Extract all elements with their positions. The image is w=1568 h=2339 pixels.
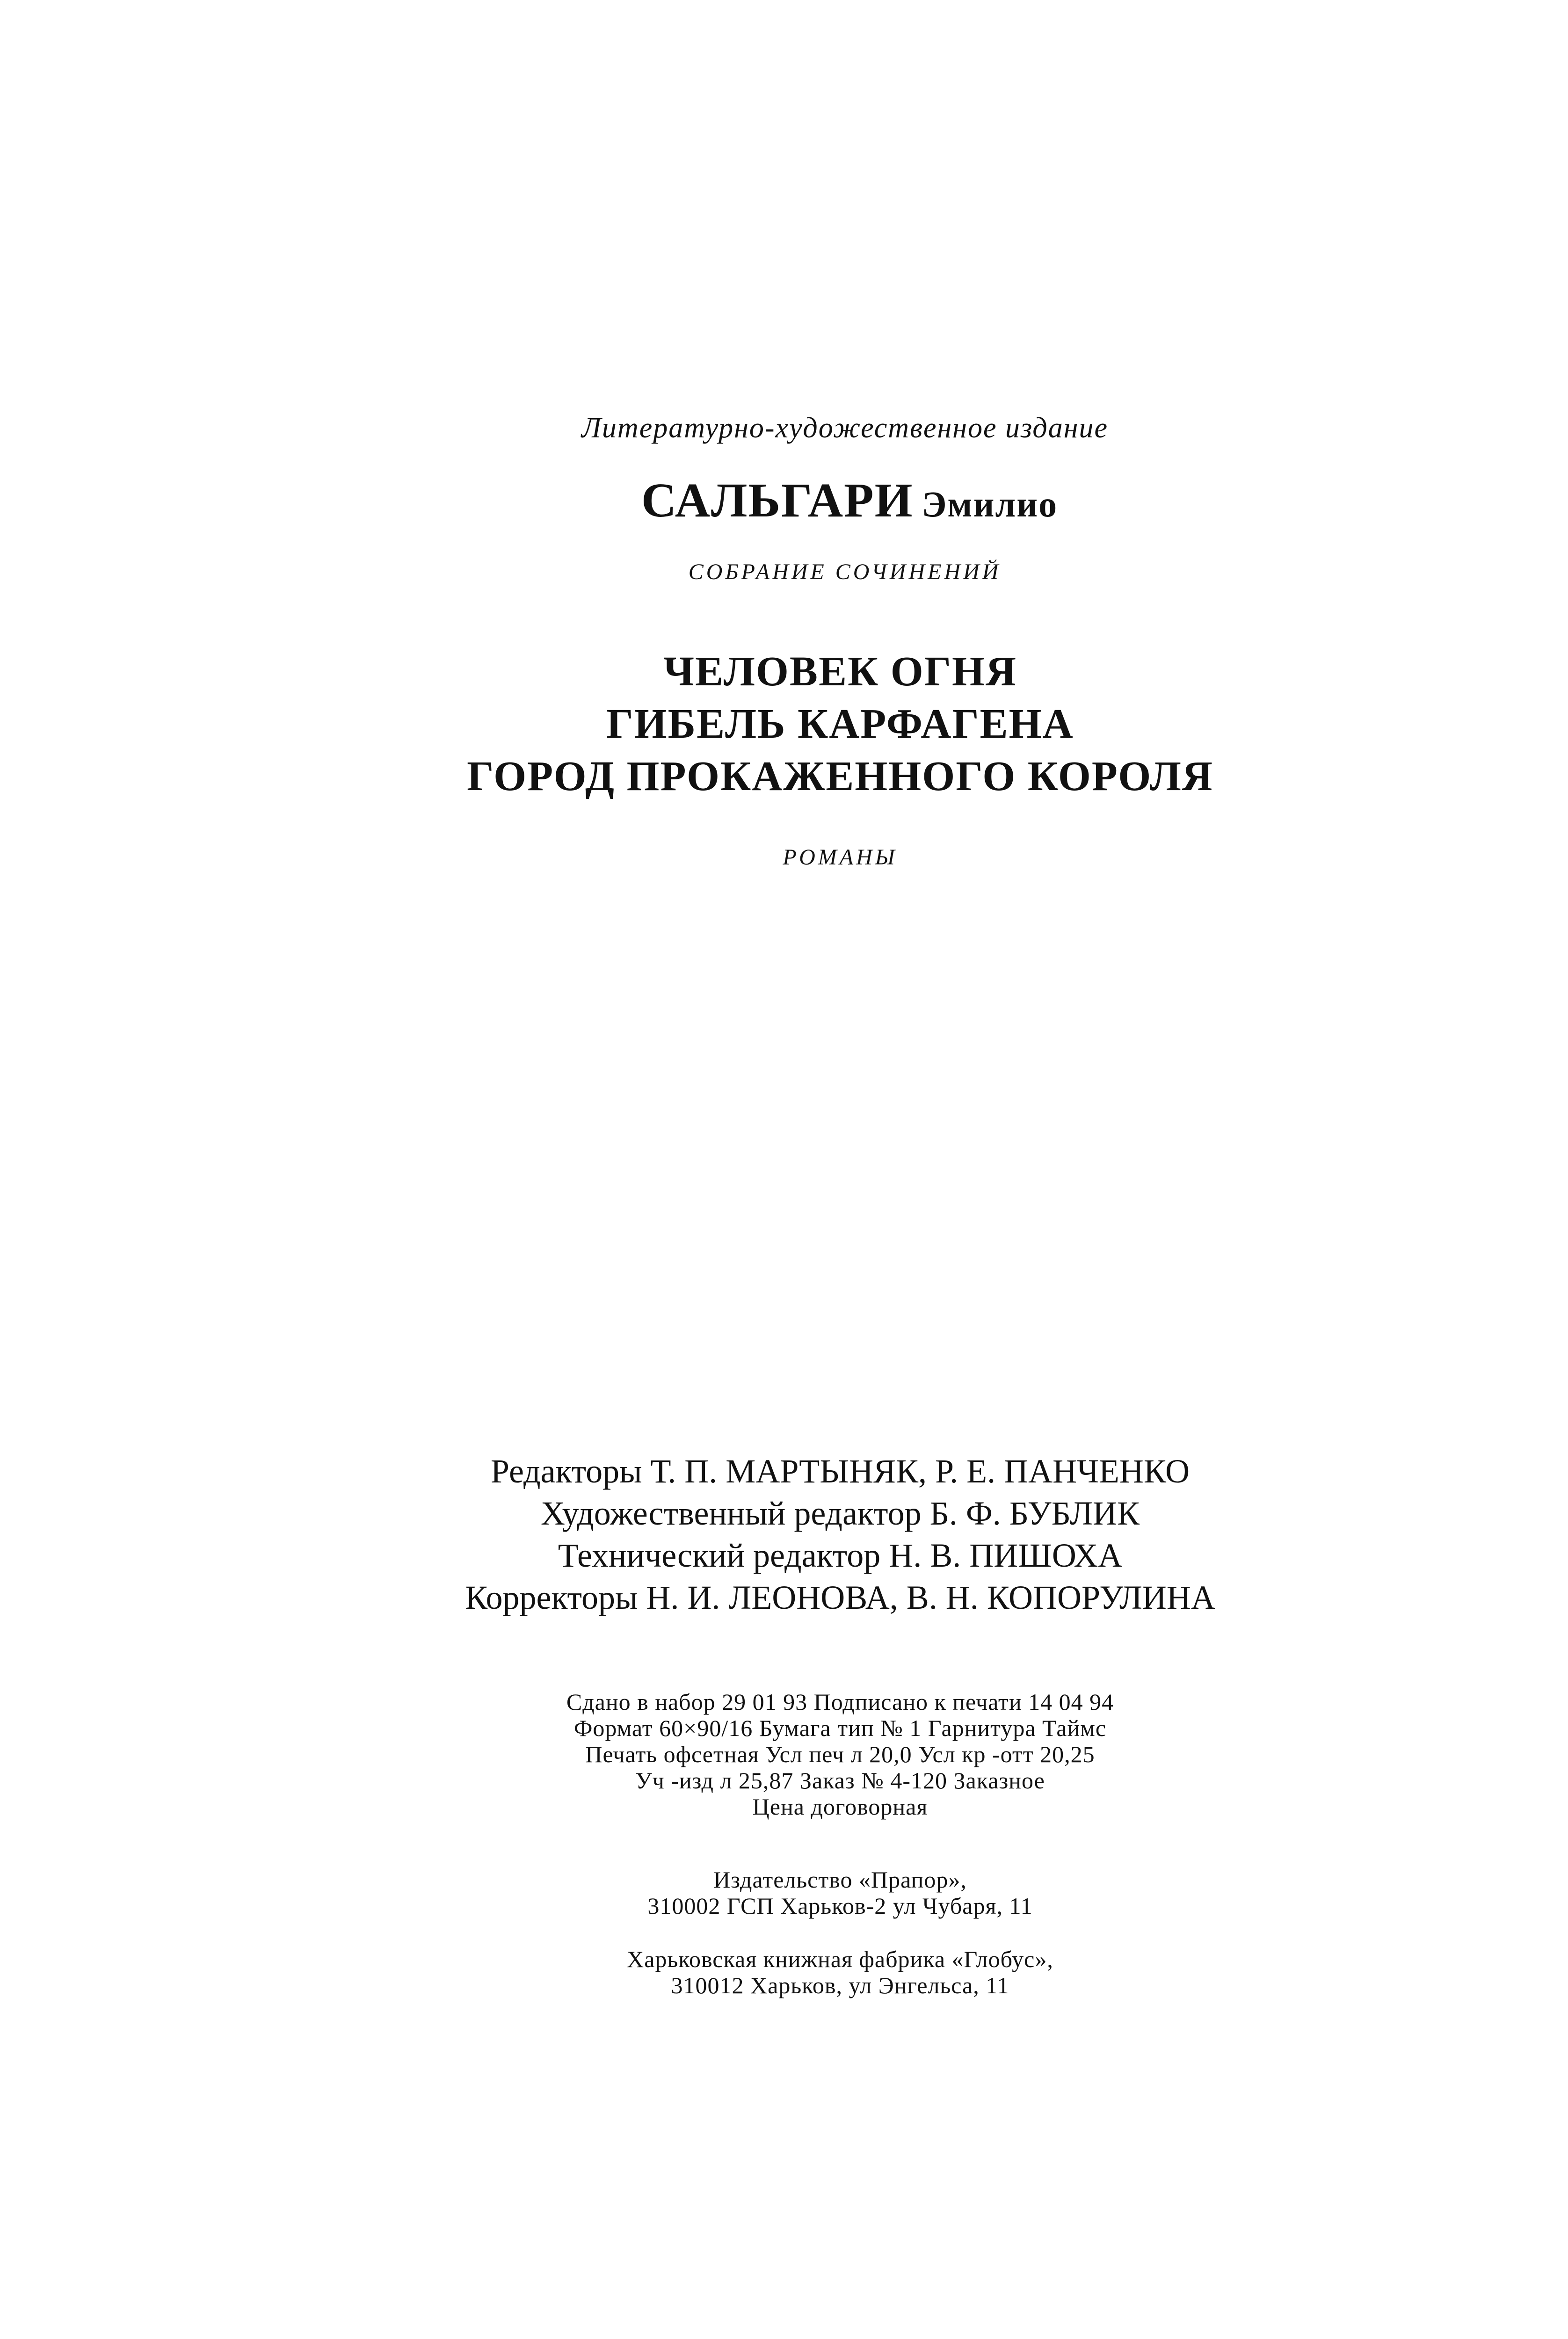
- publisher-name: Издательство «Прапор»,: [713, 1867, 967, 1893]
- printer-name: Харьковская книжная фабрика «Глобус»,: [627, 1946, 1053, 1972]
- credit-art-editor: Художественный редактор Б. Ф. БУБЛИК: [540, 1495, 1140, 1532]
- book-titles: [56, 646, 1568, 803]
- credit-tech-editor: Технический редактор Н. В. ПИШОХА: [558, 1537, 1123, 1574]
- publisher-address: 310002 ГСП Харьков-2 ул Чубаря, 11: [647, 1893, 1033, 1919]
- credit-proofreaders: Корректоры Н. И. ЛЕОНОВА, В. Н. КОПОРУЛИНА: [465, 1579, 1215, 1616]
- print-format: Формат 60×90/16 Бумага тип № 1 Гарнитура Таймс: [573, 1715, 1107, 1741]
- editorial-credits: [56, 1450, 1568, 1619]
- edition-type: Литературно-художественное издание: [581, 412, 1109, 444]
- print-method: Печать офсетная Усл печ л 20,0 Усл кр -отт 20,25: [585, 1741, 1095, 1767]
- title-2: ГИБЕЛЬ КАРФАГЕНА: [606, 701, 1074, 747]
- author-first-name: Эмилио: [922, 484, 1058, 524]
- printer-address: 310012 Харьков, ул Энгельса, 11: [671, 1972, 1009, 1998]
- printer-info: [56, 1946, 1568, 1998]
- author-last-name: САЛЬГАРИ: [641, 473, 914, 527]
- publisher-info: [56, 1867, 1568, 1919]
- title-3: ГОРОД ПРОКАЖЕННОГО КОРОЛЯ: [467, 753, 1213, 799]
- collection-label: СОБРАНИЕ СОЧИНЕНИЙ: [688, 559, 1002, 584]
- print-order: Уч -изд л 25,87 Заказ № 4-120 Заказное: [635, 1767, 1045, 1794]
- genre-subtitle: РОМАНЫ: [783, 845, 898, 870]
- print-dates: Сдано в набор 29 01 93 Подписано к печати 14 04 94: [566, 1689, 1114, 1715]
- print-details: [56, 1689, 1568, 1820]
- credit-editors: Редакторы Т. П. МАРТЫНЯК, Р. Е. ПАНЧЕНКО: [490, 1453, 1190, 1490]
- title-1: ЧЕЛОВЕК ОГНЯ: [663, 648, 1017, 695]
- author-name: [65, 472, 1568, 528]
- print-price: Цена договорная: [752, 1794, 928, 1820]
